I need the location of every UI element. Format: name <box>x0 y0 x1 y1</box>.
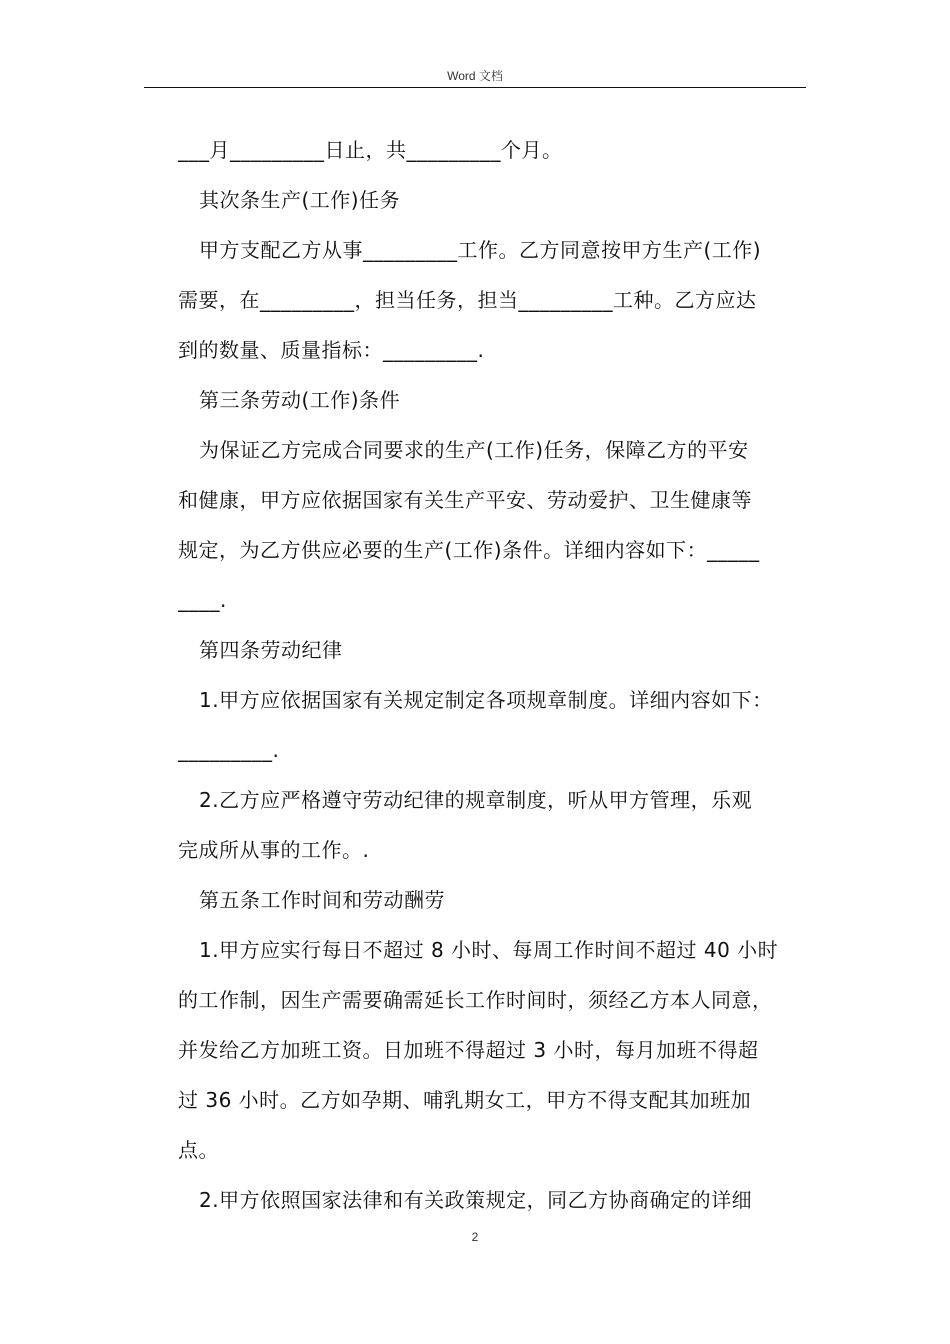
text-line: _________. <box>178 738 280 762</box>
text-line: ____. <box>178 588 227 612</box>
text-line: 需要，在_________，担当任务，担当_________工种。乙方应达 <box>178 288 757 312</box>
text-line: 甲方支配乙方从事_________工作。乙方同意按甲方生产(工作) <box>199 238 762 262</box>
text-line: 2.乙方应严格遵守劳动纪律的规章制度，听从甲方管理，乐观 <box>199 788 753 812</box>
text-line: 到的数量、质量指标：_________. <box>178 338 485 362</box>
text-line: 第三条劳动(工作)条件 <box>199 388 401 412</box>
text-line: 过 36 小时。乙方如孕期、哺乳期女工，甲方不得支配其加班加 <box>178 1088 752 1112</box>
text-line: ___月_________日止，共_________个月。 <box>178 138 563 162</box>
text-line: 2.甲方依照国家法律和有关政策规定，同乙方协商确定的详细 <box>199 1188 753 1212</box>
page-number: 2 <box>471 1230 479 1244</box>
text-line: 完成所从事的工作。. <box>178 838 370 862</box>
text-line: 点。 <box>178 1138 219 1162</box>
text-line: 为保证乙方完成合同要求的生产(工作)任务，保障乙方的平安 <box>199 438 749 462</box>
text-line: 第四条劳动纪律 <box>199 638 343 662</box>
text-line: 1.甲方应依据国家有关规定制定各项规章制度。详细内容如下： <box>199 688 773 712</box>
text-line: 其次条生产(工作)任务 <box>199 188 401 212</box>
page-header-title: Word 文档 <box>447 69 503 83</box>
text-line: 1.甲方应实行每日不超过 8 小时、每周工作时间不超过 40 小时 <box>199 938 779 962</box>
text-line: 第五条工作时间和劳动酬劳 <box>199 888 445 912</box>
text-line: 的工作制，因生产需要确需延长工作时间时，须经乙方本人同意， <box>178 988 773 1012</box>
header-divider <box>144 87 806 88</box>
text-line: 和健康，甲方应依据国家有关生产平安、劳动爱护、卫生健康等 <box>178 488 752 512</box>
text-line: 并发给乙方加班工资。日加班不得超过 3 小时，每月加班不得超 <box>178 1038 759 1062</box>
document-body <box>178 125 806 1225</box>
text-line: 规定，为乙方供应必要的生产(工作)条件。详细内容如下：_____ <box>178 538 760 562</box>
